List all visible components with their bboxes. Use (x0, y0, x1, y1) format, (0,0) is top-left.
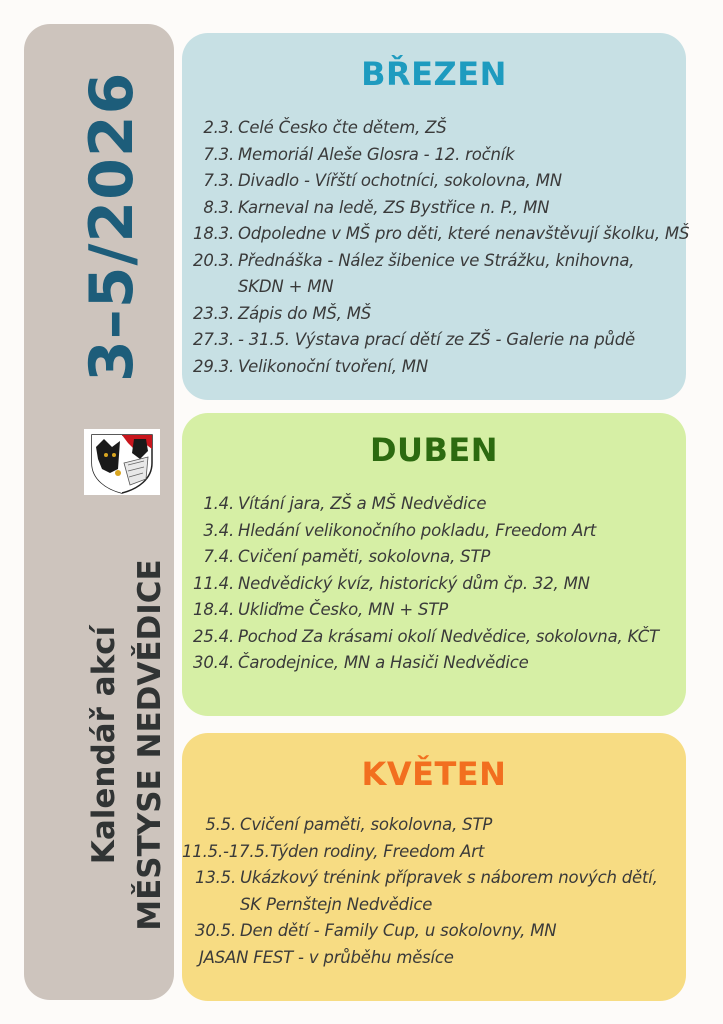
event-text: JASAN FEST - v průběhu měsíce (199, 947, 454, 967)
list-item (182, 491, 686, 518)
list-item (182, 115, 686, 142)
event-text: Cvičení paměti, sokolovna, STP (240, 815, 493, 834)
event-date: 5.5. (205, 815, 236, 834)
event-text: Velikonoční tvoření, MN (238, 356, 428, 376)
event-text: Týden rodiny, Freedom Art (270, 841, 485, 861)
list-item (182, 518, 686, 545)
event-text: Zápis do MŠ, MŠ (238, 303, 372, 323)
event-text: Karneval na ledě, ZS Bystřice n. P., MN (238, 197, 550, 217)
event-date: 13.5. (195, 868, 236, 887)
may-card (182, 733, 686, 1001)
event-text: Ukliďme Česko, MN + STP (238, 600, 448, 619)
march-card (182, 33, 690, 400)
list-item (182, 221, 690, 248)
event-date: 30.4. (193, 653, 234, 672)
list-item (182, 195, 686, 222)
sidebar-title-line1: Kalendář akcí (86, 625, 122, 865)
event-text: Hledání velikonočního pokladu, Freedom Art (238, 520, 597, 540)
date-range: 3–5/2026 (77, 71, 147, 382)
march-heading: BŘEZEN (361, 55, 507, 93)
event-date: 7.3. (203, 171, 234, 190)
list-item (182, 945, 686, 972)
event-date: 27.3. (193, 330, 234, 349)
march-event-list (182, 115, 690, 380)
april-card (182, 413, 686, 716)
april-heading: DUBEN (369, 431, 499, 469)
event-date: 8.3. (203, 197, 234, 217)
sidebar (24, 24, 174, 1000)
event-date: 2.3. (203, 118, 234, 137)
event-date: 11.5.-17.5. (182, 841, 270, 861)
event-text: Odpoledne v MŠ pro děti, které nenavštěvují školku, MŠ (238, 224, 690, 243)
event-text: Divadlo - Vířští ochotníci, sokolovna, MN (238, 171, 562, 190)
list-item (182, 650, 686, 677)
list-item-continuation (182, 892, 686, 919)
event-text-continuation: SK Pernštejn Nedvědice (240, 894, 433, 914)
event-date: 20.3. (193, 250, 234, 270)
event-text: - 31.5. Výstava prací dětí ze ZŠ - Galerie na půdě (238, 330, 636, 349)
list-item (182, 839, 686, 866)
event-date: 3.4. (203, 520, 234, 540)
event-text: Celé Česko čte dětem, ZŠ (238, 118, 447, 137)
list-item (182, 301, 686, 328)
list-item (182, 571, 686, 598)
event-date: 7.4. (203, 547, 234, 566)
municipal-coat-of-arms-icon (84, 429, 160, 495)
list-item (182, 597, 686, 624)
list-item (182, 248, 686, 275)
list-item (182, 168, 686, 195)
may-heading: KVĚTEN (361, 755, 507, 793)
event-text-continuation: SKDN + MN (238, 277, 334, 296)
event-date: 1.4. (203, 494, 234, 513)
event-text: Memoriál Aleše Glosra - 12. ročník (238, 144, 515, 164)
list-item (182, 812, 686, 839)
list-item (182, 142, 686, 169)
event-date: 18.4. (193, 600, 234, 619)
list-item (182, 544, 686, 571)
event-text: Čarodejnice, MN a Hasiči Nedvědice (238, 653, 529, 672)
list-item (182, 354, 686, 381)
list-item-continuation (182, 274, 686, 301)
event-text: Pochod Za krásami okolí Nedvědice, sokolovna, KČT (238, 626, 659, 646)
sidebar-title-line2: MĚSTYSE NEDVĚDICE (132, 559, 168, 931)
list-item (182, 918, 686, 945)
event-text: Vítání jara, ZŠ a MŠ Nedvědice (238, 494, 487, 513)
list-item (182, 624, 686, 651)
event-date: 7.3. (203, 144, 234, 164)
event-text: Nedvědický kvíz, historický dům čp. 32, MN (238, 573, 590, 593)
event-date: 18.3. (193, 224, 234, 243)
event-date: 25.4. (193, 626, 234, 646)
event-date: 30.5. (195, 921, 236, 940)
event-text: Den dětí - Family Cup, u sokolovny, MN (240, 921, 557, 940)
list-item (182, 865, 686, 892)
event-date: 29.3. (193, 356, 234, 376)
list-item (182, 327, 686, 354)
event-date: 23.3. (193, 303, 234, 323)
april-event-list (182, 491, 686, 677)
event-date: 11.4. (193, 573, 234, 593)
event-text: Cvičení paměti, sokolovna, STP (238, 547, 491, 566)
event-text: Ukázkový trénink přípravek s náborem nových dětí, (240, 868, 658, 887)
event-text: Přednáška - Nález šibenice ve Strážku, knihovna, (238, 250, 635, 270)
may-event-list (182, 812, 686, 971)
